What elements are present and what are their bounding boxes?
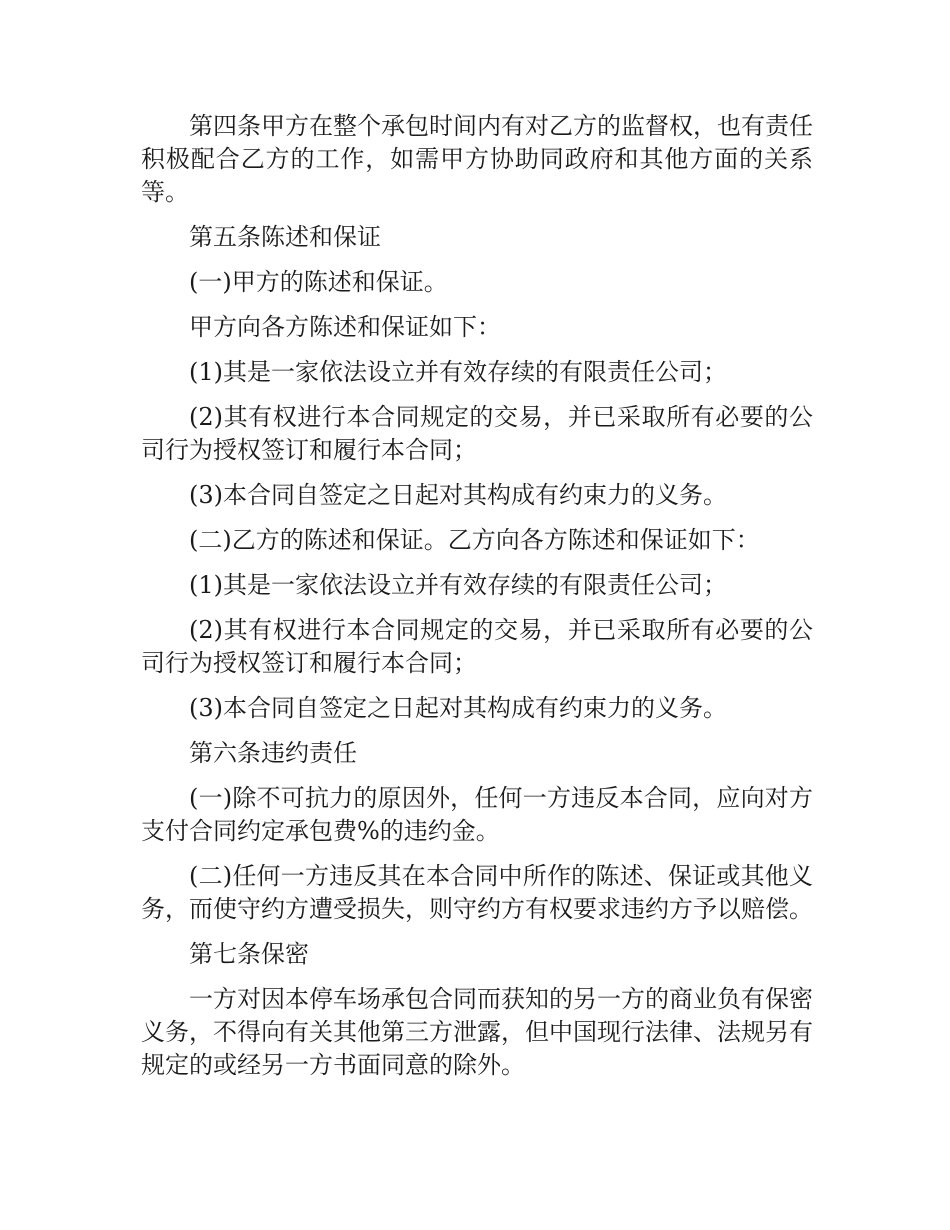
list-item-party-a-1: (1)其是一家依法设立并有效存续的有限责任公司；: [189, 358, 727, 386]
paragraph-breach-2: (二)任何一方违反其在本合同中所作的陈述、保证或其他义务，而使守约方遭受损失，则守约方有权要求违约方予以赔偿。: [141, 862, 813, 923]
paragraph-breach-1: (一)除不可抗力的原因外，任何一方违反本合同，应向对方支付合同约定承包费%的违约金。: [141, 784, 813, 845]
paragraph-confidentiality: 一方对因本停车场承包合同而获知的另一方的商业负有保密义务，不得向有关其他第三方泄露，但中国现行法律、法规另有规定的或经另一方书面同意的除外。: [141, 985, 813, 1079]
subheading-party-a-representations: (一)甲方的陈述和保证。: [189, 268, 448, 296]
list-item-party-b-3: (3)本合同自签定之日起对其构成有约束力的义务。: [189, 694, 727, 722]
list-item-party-b-1: (1)其是一家依法设立并有效存续的有限责任公司；: [189, 571, 727, 599]
heading-article-6: 第六条违约责任: [189, 739, 357, 767]
list-item-party-a-2: (2)其有权进行本合同规定的交易，并已采取所有必要的公司行为授权签订和履行本合同；: [141, 403, 813, 464]
list-item-party-b-2: (2)其有权进行本合同规定的交易，并已采取所有必要的公司行为授权签订和履行本合同；: [141, 616, 813, 677]
paragraph-party-a-intro: 甲方向各方陈述和保证如下：: [189, 313, 501, 341]
heading-article-5: 第五条陈述和保证: [189, 223, 381, 251]
document-body: [141, 110, 813, 1094]
paragraph-article-4: 第四条甲方在整个承包时间内有对乙方的监督权，也有责任积极配合乙方的工作，如需甲方协助同政府和其他方面的关系等。: [141, 112, 813, 206]
list-item-party-a-3: (3)本合同自签定之日起对其构成有约束力的义务。: [189, 481, 727, 509]
heading-article-7: 第七条保密: [189, 940, 309, 968]
subheading-party-b-representations: (二)乙方的陈述和保证。乙方向各方陈述和保证如下：: [189, 526, 760, 554]
